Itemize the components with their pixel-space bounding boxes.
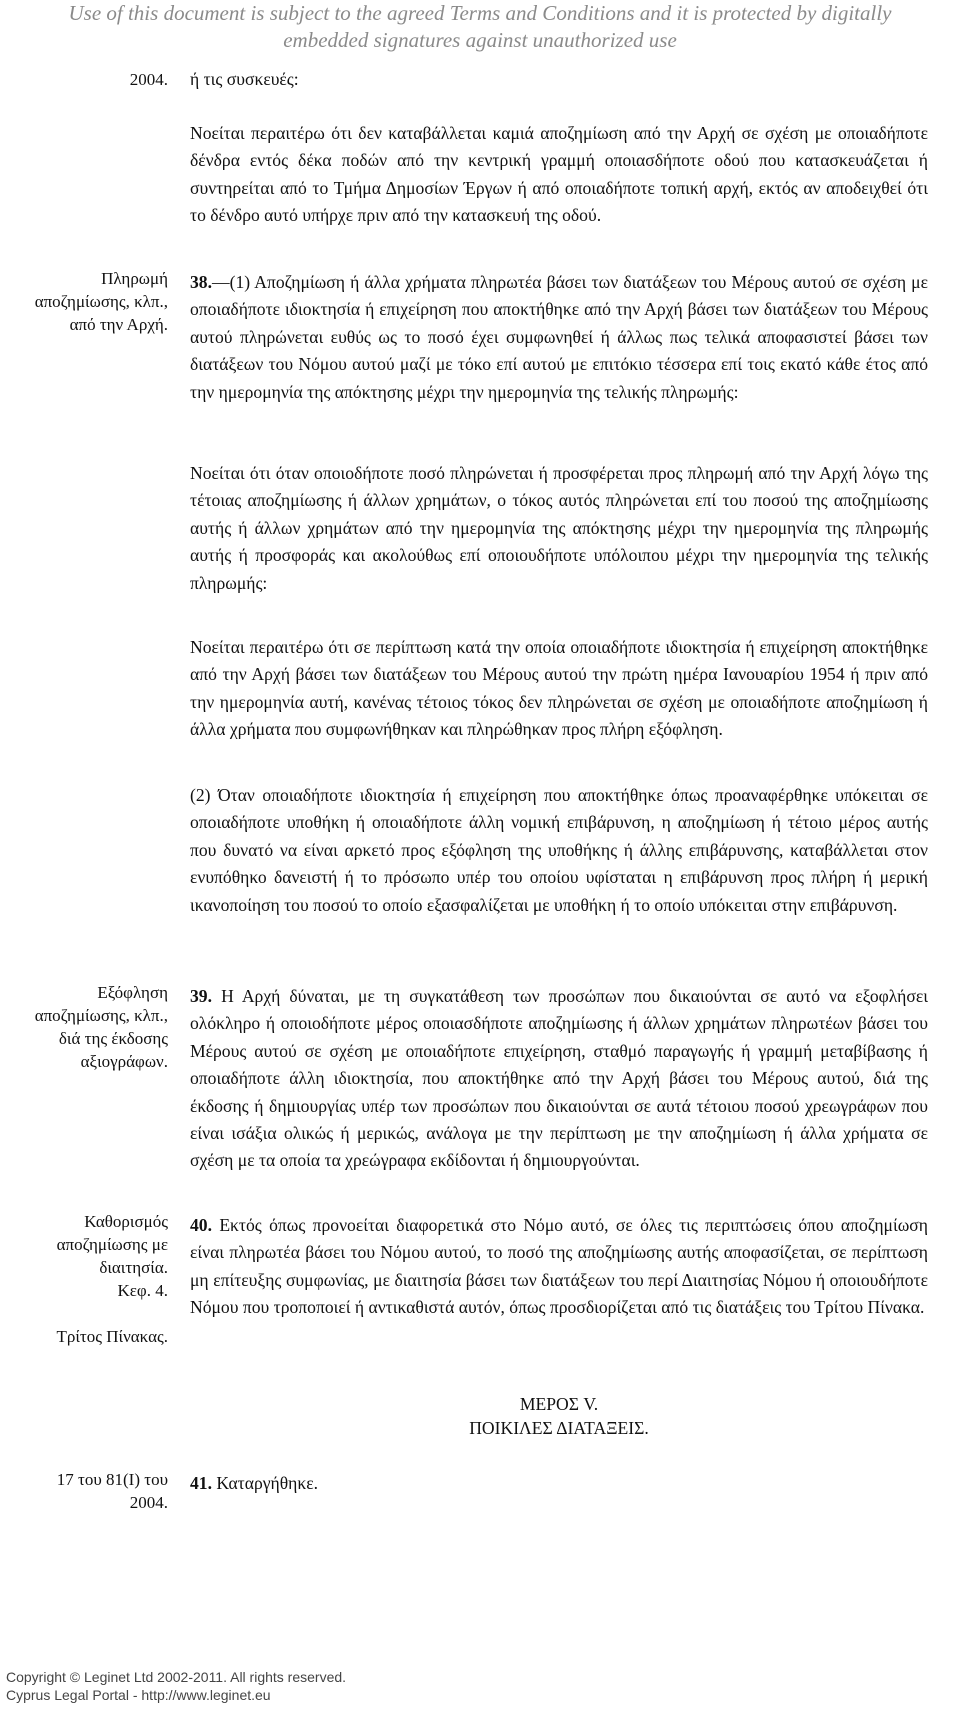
part-subtitle: ΠΟΙΚΙΛΕΣ ΔΙΑΤΑΞΕΙΣ. — [469, 1418, 649, 1438]
section-number: 38. — [190, 272, 212, 292]
margin-note-line: Καθορισμός — [84, 1212, 168, 1231]
margin-note-line: διαιτησία. — [99, 1258, 168, 1277]
paragraph-trees-proviso: Νοείται περαιτέρω ότι δεν καταβάλλεται καμιά αποζημίωση από την Αρχή σε σχέση με οποιαδήποτε δένδρα εντός δέκα ποδών από την κεντρική γραμμή οποιασδήποτε οδού που κατασκευάζεται ή συντηρείται από το Τμήμα Δημοσίων Έργων ή από οποιαδήποτε τοπική αρχή, εκτός αν αποδειχθεί ότι το δένδρο αυτό υπήρχε πριν από την κατασκευή της οδού. — [190, 123, 928, 226]
part-heading — [190, 1392, 928, 1440]
margin-note-line — [4, 1302, 168, 1325]
margin-note-line: αποζημίωσης, κλπ., — [34, 292, 168, 311]
margin-note-line: από την Αρχή. — [69, 315, 168, 334]
section-number: 41. — [190, 1473, 212, 1493]
section-38-text: —(1) Αποζημίωση ή άλλα χρήματα πληρωτέα βάσει των διατάξεων του Μέρους αυτού σε σχέση με οποιαδήποτε ιδιοκτησία ή επιχείρηση που αποκτήθηκε από την Αρχή βάσει των διατάξεων του Μέρους αυτού πληρώνεται ευθύς ως το ποσό έχει συμφωνηθεί ή άλλως πως τελικά αποφασιστεί βάσει των διατάξεων του Νόμου αυτού μαζί με τόκο επί αυτού με επιτόκιο τέσσερα επί τοις εκατό κάθε έτος από την ημερομηνία της απόκτησης μέχρι την ημερομηνία της τελικής πληρωμής: — [190, 272, 928, 402]
margin-note-line: 2004. — [129, 1493, 168, 1512]
margin-note-payment — [4, 267, 168, 336]
copyright-footer — [6, 1668, 346, 1704]
part-title: ΜΕΡΟΣ V. — [519, 1394, 599, 1414]
section-41-text: Καταργήθηκε. — [216, 1473, 318, 1493]
section-number: 40. — [190, 1215, 212, 1235]
copyright-line: Copyright © Leginet Ltd 2002-2011. All rights reserved. — [6, 1669, 347, 1685]
section-39 — [190, 983, 928, 1175]
margin-note-line: αποζημίωσης με — [56, 1235, 168, 1254]
margin-note-arbitration — [4, 1210, 168, 1348]
paragraph-interest-proviso: Νοείται ότι όταν οποιοδήποτε ποσό πληρώνεται ή προσφέρεται προς πληρωμή από την Αρχή λόγω της τέτοιας αποζημίωσης ή άλλων χρημάτων, ο τόκος αυτός πληρώνεται επί του ποσού της αποζημίωσης αυτής ή άλλων χρημάτων από την ημερομηνία της απόκτησης μέχρι την ημερομηνία της πληρωμής αυτής ή προσφοράς και ακολούθως επί οποιουδήποτε υπόλοιπου μέχρι την ημερομηνία της τελικής πληρωμής: — [190, 463, 928, 593]
portal-link[interactable]: Cyprus Legal Portal - http://www.leginet.eu — [6, 1687, 271, 1703]
margin-year-2004: 2004. — [129, 70, 168, 89]
section-38-subsection-2: (2) Όταν οποιαδήποτε ιδιοκτησία ή επιχείρηση που αποκτήθηκε όπως προαναφέρθηκε υπόκειται σε οποιαδήποτε υποθήκη ή οποιαδήποτε άλλη νομική επιβάρυνση, η αποζημίωση ή τέτοιο μέρος αυτής που δυνατό να είναι αρκετό προς εξόφληση της υποθήκης ή άλλης επιβάρυνσης, καταβάλλεται στον ενυπόθηκο δανειστή ή το πρόσωπο υπέρ του οποίου υφίσταται η επιβάρυνση προς πλήρη ή μερική ικανοποίηση του ποσού το οποίο εξασφαλίζεται με υποθήκη ή το οποίο υπόκειται στην επιβάρυνση. — [190, 785, 928, 915]
section-39-text: Η Αρχή δύναται, με τη συγκατάθεση των προσώπων που δικαιούνται σε αυτό να εξοφλήσει ολόκληρο ή οποιοδήποτε μέρος οποιασδήποτε αποζημίωσης ή άλλων χρημάτων πληρωτέων βάσει του Μέρους αυτού σε σχέση με οποιαδήποτε επιχείρηση, σταθμό παραγωγής ή γραμμή μεταβίβασης ή οποιαδήποτε άλλη ιδιοκτησία, που αποκτήθηκε από την Αρχή βάσει του Μέρους αυτού, διά της έκδοσης ή δημιουργίας υπέρ των προσώπων που δικαιούνται σε αυτά τέτοιου ποσού χρεωγράφων που είναι ισάξια ολικώς ή μερικώς, ανάλογα με την περίπτωση με την αποζημίωση ή άλλα χρήματα σε σχέση με τα οποία τα χρεώγραφα εκδίδονται ή δημιουργούνται. — [190, 986, 928, 1171]
margin-note-line: Τρίτος Πίνακας. — [56, 1327, 168, 1346]
margin-note-line: αποζημίωσης, κλπ., — [34, 1006, 168, 1025]
margin-note-line: Πληρωμή — [101, 269, 168, 288]
protection-notice-line-2: embedded signatures against unauthorized use — [283, 28, 677, 52]
section-41 — [190, 1470, 928, 1497]
margin-note-line: Εξόφληση — [97, 983, 168, 1002]
section-number: 39. — [190, 986, 212, 1006]
margin-note-line: διά της έκδοσης — [58, 1029, 168, 1048]
section-40-text: Εκτός όπως προνοείται διαφορετικά στο Νόμο αυτό, σε όλες τις περιπτώσεις όπου αποζημίωση είναι πληρωτέα βάσει του Νόμου αυτού, το ποσό της αποζημίωσης αυτής αποφασίζεται, σε περίπτωση μη επίτευξης συμφωνίας, με διαιτησία βάσει των διατάξεων του περί Διαιτησίας Νόμου ή οποιουδήποτε Νόμου που τροποποιεί ή αντικαθιστά αυτόν, όπως προσδιορίζεται από τις διατάξεις του Τρίτου Πίνακα. — [190, 1215, 928, 1318]
section-40 — [190, 1212, 928, 1322]
margin-note-repealing-law — [4, 1468, 168, 1514]
paragraph-1954-proviso: Νοείται περαιτέρω ότι σε περίπτωση κατά την οποία οποιαδήποτε ιδιοκτησία ή επιχείρηση αποκτήθηκε από την Αρχή βάσει των διατάξεων του Μέρους αυτού την πρώτη ημέρα Ιανουαρίου 1954 ή πριν από την ημερομηνία αυτή, κανένας τέτοιος τόκος δεν πληρώνεται σε σχέση με οποιαδήποτε αποζημίωση ή άλλα χρήματα που συμφωνήθηκαν και πληρώθηκαν προς πλήρη εξόφληση. — [190, 637, 928, 740]
section-38 — [190, 269, 928, 406]
protection-notice-line-1: Use of this document is subject to the agreed Terms and Conditions and it is protected by digitally — [68, 1, 892, 25]
margin-note-settlement — [4, 981, 168, 1073]
margin-note-line: Κεφ. 4. — [117, 1281, 168, 1300]
protection-notice — [0, 0, 960, 54]
continuation-line: ή τις συσκευές: — [190, 69, 299, 89]
margin-note-line: αξιογράφων. — [80, 1052, 168, 1071]
margin-note-line: 17 του 81(Ι) του — [56, 1470, 168, 1489]
